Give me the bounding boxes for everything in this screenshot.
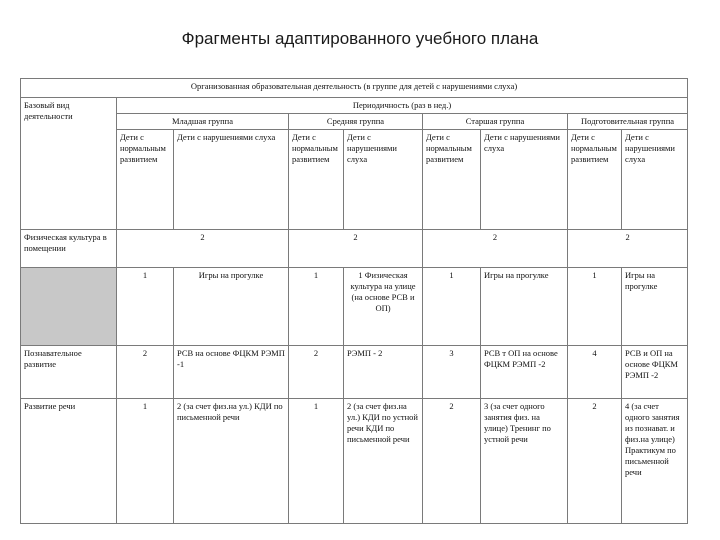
cell: 2	[289, 346, 344, 399]
subcols-row	[21, 130, 688, 230]
page-title: Фрагменты адаптированного учебного плана	[181, 29, 539, 48]
cell: 2	[117, 230, 289, 268]
periodicity-header: Периодичность (раз в нед.)	[117, 98, 688, 114]
table-row	[21, 346, 688, 399]
cell: 3 (за счет одного занятия физ. на улице) Тренинг по устной речи	[481, 399, 568, 524]
group-preparatory: Подготовительная группа	[568, 114, 688, 130]
periodicity-row	[21, 98, 688, 114]
cell: 2	[289, 230, 423, 268]
cell: 2	[423, 230, 568, 268]
row-label-cognitive: Познавательное развитие	[21, 346, 117, 399]
cell: РСВ на основе ФЦКМ РЭМП -1	[174, 346, 289, 399]
cell: 3	[423, 346, 481, 399]
subcol-normal: Дети с нормальным развитием	[423, 130, 481, 230]
cell: 1	[568, 268, 622, 346]
cell: Игры на прогулке	[481, 268, 568, 346]
table-row	[21, 230, 688, 268]
cell: 1	[289, 268, 344, 346]
subcol-hearing: Дети с нарушениями слуха	[174, 130, 289, 230]
cell: 4 (за счет одного занятия из познават. и физ.на улице) Практикум по письменной речи	[622, 399, 688, 524]
groups-row	[21, 114, 688, 130]
cell: 2 (за счет физ.на ул.) КДИ по устной речи КДИ по письменной речи	[344, 399, 423, 524]
group-senior: Старшая группа	[423, 114, 568, 130]
cell: Игры на прогулке	[622, 268, 688, 346]
table-row	[21, 399, 688, 524]
cell: РСВ т ОП на основе ФЦКМ РЭМП -2	[481, 346, 568, 399]
group-middle: Средняя группа	[289, 114, 423, 130]
subcol-hearing: Дети с нарушениями слуха	[622, 130, 688, 230]
subcol-normal: Дети с нормальным развитием	[289, 130, 344, 230]
subcol-normal: Дети с нормальным развитием	[568, 130, 622, 230]
org-header-row	[21, 79, 688, 98]
cell: 2	[568, 230, 688, 268]
row-label-speech: Развитие речи	[21, 399, 117, 524]
cell: РЭМП - 2	[344, 346, 423, 399]
cell: 1	[289, 399, 344, 524]
cell: 2	[568, 399, 622, 524]
cell: 1 Физическая культура на улице (на основе РСВ и ОП)	[344, 268, 423, 346]
cell: РСВ и ОП на основе ФЦКМ РЭМП -2	[622, 346, 688, 399]
subcol-normal: Дети с нормальным развитием	[117, 130, 174, 230]
subcol-hearing: Дети с нарушениями слуха	[481, 130, 568, 230]
curriculum-table	[20, 78, 688, 524]
cell: 4	[568, 346, 622, 399]
cell: 2 (за счет физ.на ул.) КДИ по письменной речи	[174, 399, 289, 524]
row-label-outdoor	[21, 268, 117, 346]
cell: 2	[423, 399, 481, 524]
org-header: Организованная образовательная деятельность (в группе для детей с нарушениями слуха)	[21, 79, 688, 98]
cell: 1	[117, 399, 174, 524]
subcol-hearing: Дети с нарушениями слуха	[344, 130, 423, 230]
cell: 1	[423, 268, 481, 346]
group-junior: Младшая группа	[117, 114, 289, 130]
row-label-physical: Физическая культура в помещении	[21, 230, 117, 268]
table-row	[21, 268, 688, 346]
cell: Игры на прогулке	[174, 268, 289, 346]
base-activity-header: Базовый вид деятельности	[21, 98, 117, 230]
cell: 1	[117, 268, 174, 346]
cell: 2	[117, 346, 174, 399]
